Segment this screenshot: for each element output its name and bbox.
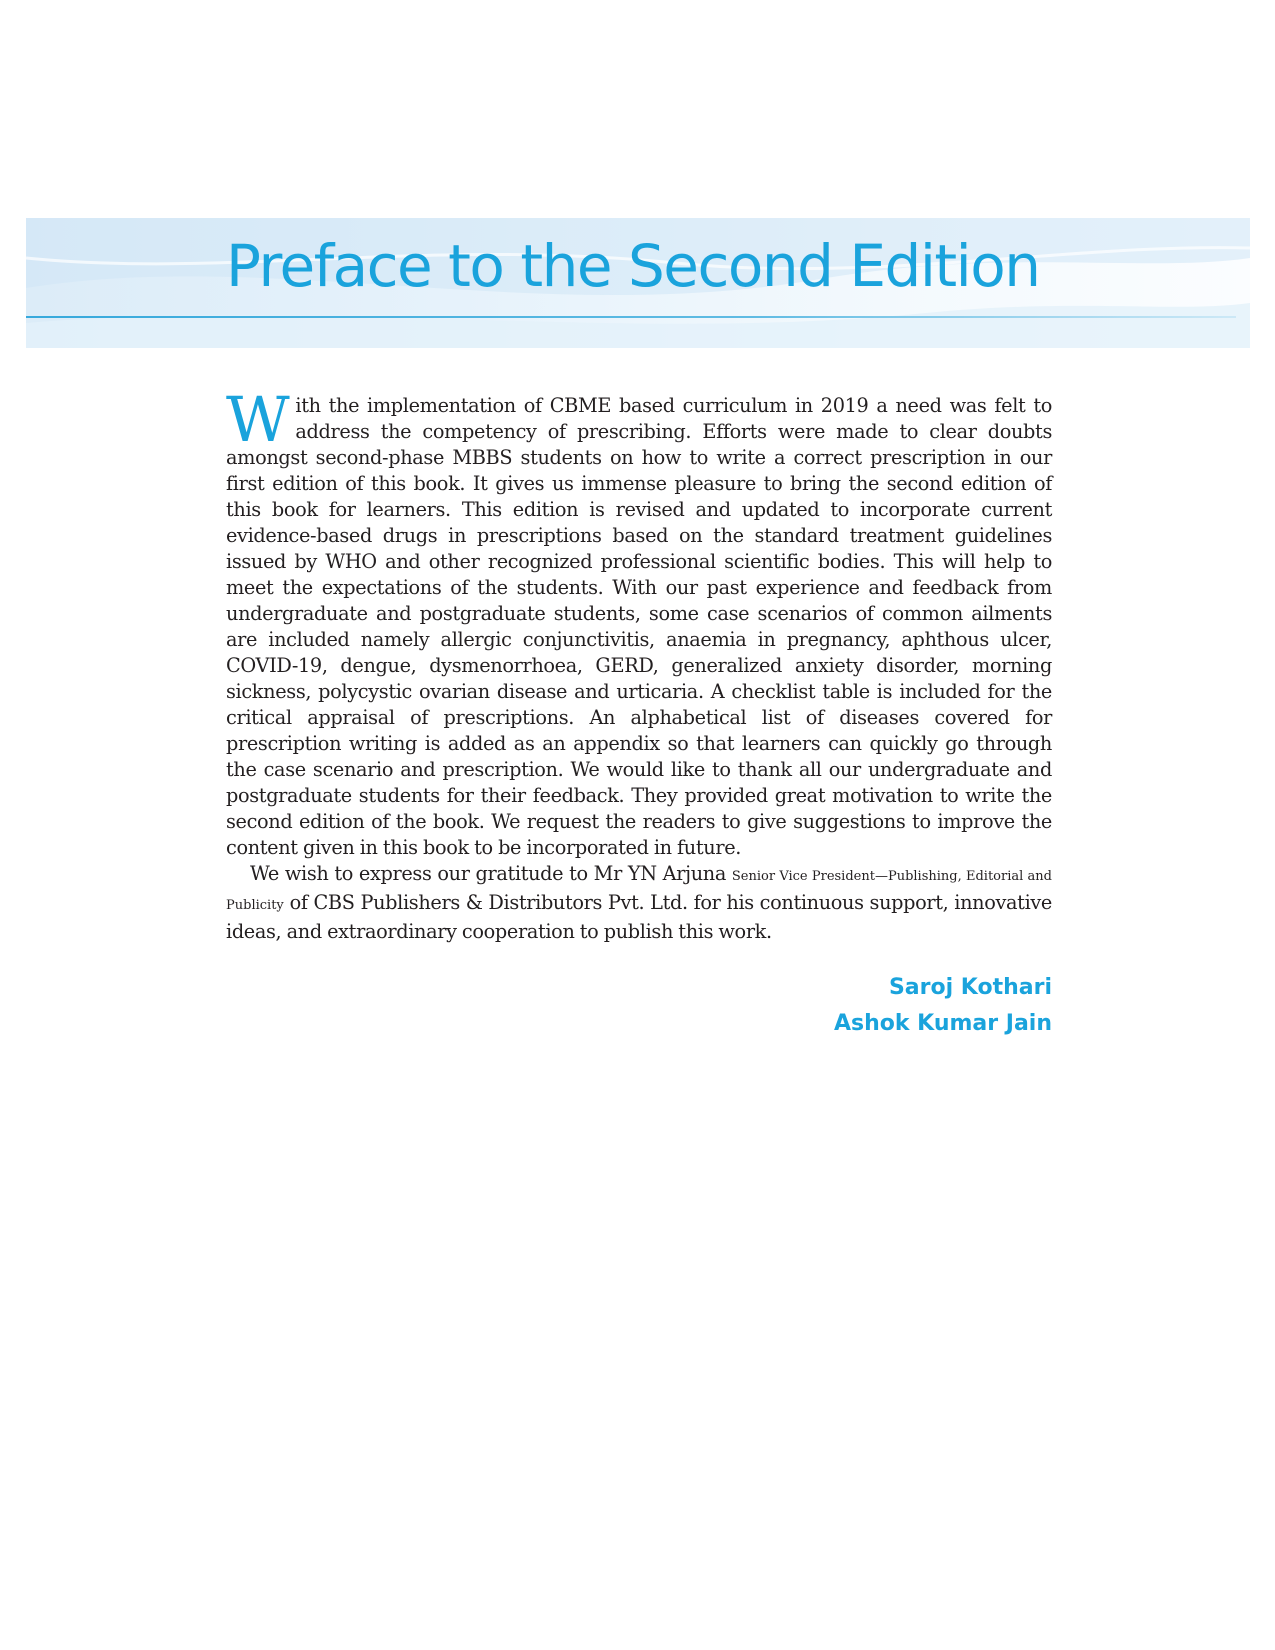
paragraph-2	[226, 861, 1052, 945]
paragraph-2-end: of CBS Publishers & Distributors Pvt. Ltd. for his continuous support, innovative ideas, and extraordinary cooperation to publish this work.	[226, 891, 1052, 943]
preface-body	[226, 383, 1052, 945]
author-name: Ashok Kumar Jain	[833, 1011, 1052, 1036]
author-name: Saroj Kothari	[888, 975, 1052, 1000]
paragraph-1	[226, 383, 1052, 861]
paragraph-1-text: ith the implementation of CBME based curriculum in 2019 a need was felt to address the competency of prescribing. Efforts were made to clear doubts amongst second-phase MBBS students on how to write a correct prescription in our first edition of this book. It gives us immense pleasure to bring the second edition of this book for learners. This edition is revised and updated to incorporate current evidence-based drugs in prescriptions based on the standard treatment guidelines issued by WHO and other recognized professional scientific bodies. This will help to meet the expectations of the students. With our past experience and feedback from undergraduate and postgraduate students, some case scenarios of common ailments are included namely allergic conjunctivitis, anaemia in pregnancy, aphthous ulcer, COVID-19, dengue, dysmenorrhoea, GERD, generalized anxiety disorder, morning sickness, polycystic ovarian disease and urticaria. A checklist table is included for the critical appraisal of prescriptions. An alphabetical list of diseases covered for prescription writing is added as an appendix so that learners can quickly go through the case scenario and prescription. We would like to thank all our undergraduate and postgraduate students for their feedback. They provided great motivation to write the second edition of the book. We request the readers to give suggestions to improve the content given in this book to be incorporated in future.	[226, 394, 1052, 859]
paragraph-2-role: Senior Vice President—Publishing, Editorial and Publicity	[226, 869, 1052, 913]
drop-cap: W	[226, 383, 290, 456]
author-signatures	[834, 970, 1052, 1042]
header-rule	[26, 316, 1236, 318]
paragraph-2-start: We wish to express our gratitude to Mr YN Arjuna	[250, 862, 732, 885]
page-title: Preface to the Second Edition	[226, 232, 1040, 300]
